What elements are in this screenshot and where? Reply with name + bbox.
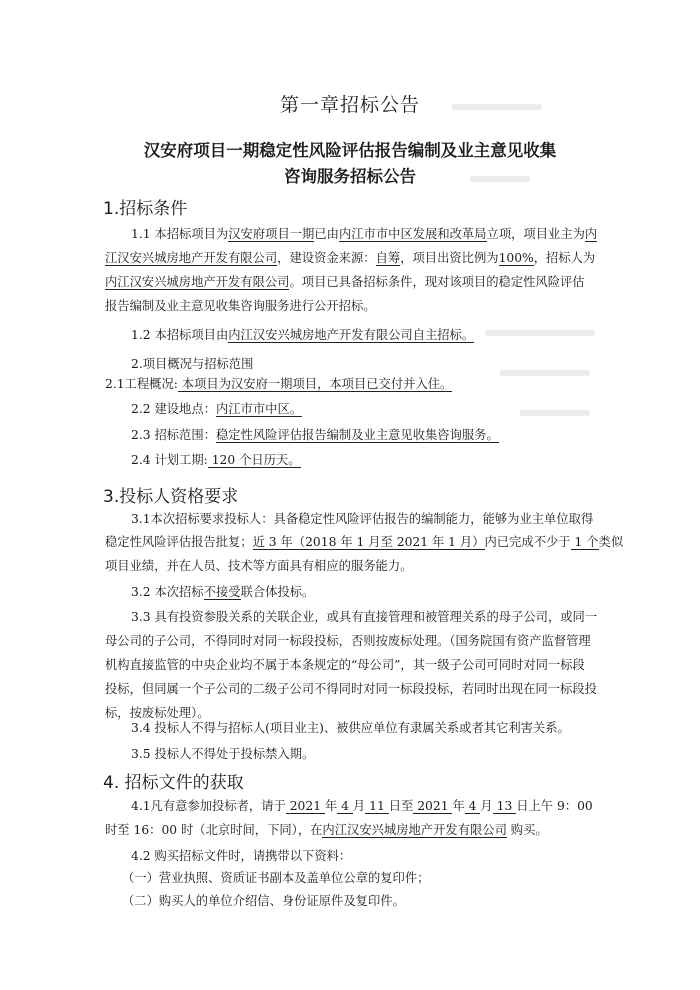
text: 已由	[314, 227, 339, 241]
clause-2-heading: 2.项目概况与招标范围	[131, 357, 254, 371]
underlined-text: 内江汉安兴城房地产开发有限公司自主招标。	[228, 328, 475, 342]
bleed-through	[485, 330, 595, 336]
underlined-text: 江汉安兴城房地产开发有限公司	[105, 251, 278, 265]
text: ，建设资金来源：	[277, 251, 376, 265]
clause-3-3-line-2: 母公司的子公司，不得同时对同一标段投标，否则按废标处理。（国务院国有资产监督管理	[105, 634, 591, 648]
underlined-text: 4	[464, 799, 481, 813]
requirement-item-1: （一）营业执照、资质证书副本及盖单位公章的复印件；	[122, 871, 430, 885]
text: 月	[480, 799, 493, 813]
clause-4-1-line-1	[131, 796, 593, 816]
clause-4-2: 4.2 购买招标文件时，请携带以下资料：	[131, 849, 352, 863]
text: 年	[324, 799, 338, 813]
clause-1-1-line-2	[105, 248, 595, 268]
underlined-text: 内江汉安兴城房地产开发有限公司	[105, 275, 290, 289]
clause-3-1-line-3: 项目业绩，并在人员、技术等方面具有相应的服务能力。	[105, 559, 413, 573]
text: 稳定性风险评估报告批复；	[105, 535, 253, 549]
clause-4-1-line-2	[105, 820, 548, 840]
clause-2-1	[105, 374, 452, 394]
text: 4.1凡有意参加投标者，请于	[131, 799, 286, 813]
underlined-text: 100%	[498, 251, 534, 265]
bleed-through	[520, 410, 590, 416]
text: ，招标人为	[533, 251, 596, 265]
clause-2-4	[131, 450, 301, 470]
underlined-text: 近 3 年（2018 年 1 月至 2021 年 1 月）	[252, 535, 485, 549]
underlined-text: 2021	[413, 799, 453, 813]
text: 2.3 招标范围：	[131, 428, 216, 442]
underlined-text: 稳定性风险评估报告编制及业主意见收集咨询服务。	[215, 428, 499, 442]
clause-3-2	[131, 582, 314, 602]
text: 联合体投标。	[240, 585, 315, 599]
text: 时至 16：00 时（北京时间，下同），在	[105, 823, 323, 837]
clause-1-2	[131, 325, 474, 345]
clause-3-4: 3.4 投标人不得与招标人(项目业主)、被供应单位有隶属关系或者其它利害关系。	[131, 721, 570, 735]
clause-1-1-line-3	[105, 272, 585, 292]
clause-3-3-line-5: 标，按废标处理）。	[105, 706, 210, 720]
document-title-line-1: 汉安府项目一期稳定性风险评估报告编制及业主意见收集	[143, 141, 557, 160]
underlined-text: 不接受	[203, 585, 241, 599]
text: 日上午 9：00	[516, 799, 593, 813]
underlined-text: 内	[584, 227, 598, 241]
clause-3-3-line-3: 机构直接监管的中央企业均不属于本条规定的“母公司”，其一级子公司可同时对同一标段	[105, 658, 585, 672]
text: 内已完成不少于	[484, 535, 571, 549]
underlined-text: 120 个日历天。	[207, 453, 301, 467]
underlined-text: 内江市市中区发展和改革局	[338, 227, 487, 241]
underlined-text: 内江汉安兴城房地产开发有限公司	[322, 823, 507, 837]
section-heading-1: 1.招标条件	[103, 199, 188, 219]
underlined-text: 汉安府项目一期	[228, 227, 315, 241]
text: 1.2 本招标项目由	[131, 328, 229, 342]
clause-3-3-line-1: 3.3 具有投资参股关系的关联企业，或具有直接管理和被管理关系的母子公司，或同一	[131, 610, 598, 624]
text: 2.4 计划工期:	[131, 453, 208, 467]
clause-3-5: 3.5 投标人不得处于投标禁入期。	[131, 747, 315, 761]
underlined-text: 2021	[285, 799, 325, 813]
clause-3-1-line-1: 3.1本次招标要求投标人：具备稳定性风险评估报告的编制能力，能够为业主单位取得	[131, 512, 594, 526]
text: 立项，项目业主为	[486, 227, 585, 241]
section-heading-4: 4. 招标文件的获取	[103, 773, 244, 793]
underlined-text: 13	[492, 799, 517, 813]
underlined-text: 1 个	[570, 535, 599, 549]
underlined-text: 内江市市中区。	[215, 402, 303, 416]
text: 3.2 本次招标	[131, 585, 204, 599]
underlined-text: 自筹	[375, 251, 401, 265]
clause-1-1-line-4: 报告编制及业主意见收集咨询服务进行公开招标。	[105, 299, 376, 313]
underlined-text: 本项目为汉安府一期项目，本项目已交付并入住。	[177, 377, 453, 391]
text: 日至	[388, 799, 414, 813]
clause-1-1-line-1	[131, 224, 597, 244]
text: 。项目已具备招标条件，现对该项目的稳定性风险评估	[289, 275, 585, 289]
clause-3-1-line-2	[105, 532, 623, 552]
text: 2.2 建设地点：	[131, 402, 216, 416]
text: 购买。	[506, 823, 548, 837]
underlined-text: 4	[337, 799, 353, 813]
text: 月	[352, 799, 366, 813]
clause-2-3	[131, 425, 499, 445]
text: ，项目出资比例为	[400, 251, 499, 265]
text: 2.1工程概况:	[105, 377, 178, 391]
section-heading-3: 3.投标人资格要求	[103, 487, 239, 507]
clause-3-3-line-4: 投标，但同属一个子公司的二级子公司不得同时对同一标段投标，若同时出现在同一标段投	[105, 682, 597, 696]
requirement-item-2: （二）购买人的单位介绍信、身份证原件及复印件。	[122, 894, 405, 908]
text: 年	[452, 799, 465, 813]
bleed-through	[500, 370, 590, 376]
clause-2-2	[131, 399, 302, 419]
text: 类似	[598, 535, 624, 549]
document-title-line-2: 咨询服务招标公告	[284, 167, 416, 186]
underlined-text: 11	[365, 799, 389, 813]
chapter-title: 第一章招标公告	[279, 94, 420, 116]
text: 1.1 本招标项目为	[131, 227, 229, 241]
